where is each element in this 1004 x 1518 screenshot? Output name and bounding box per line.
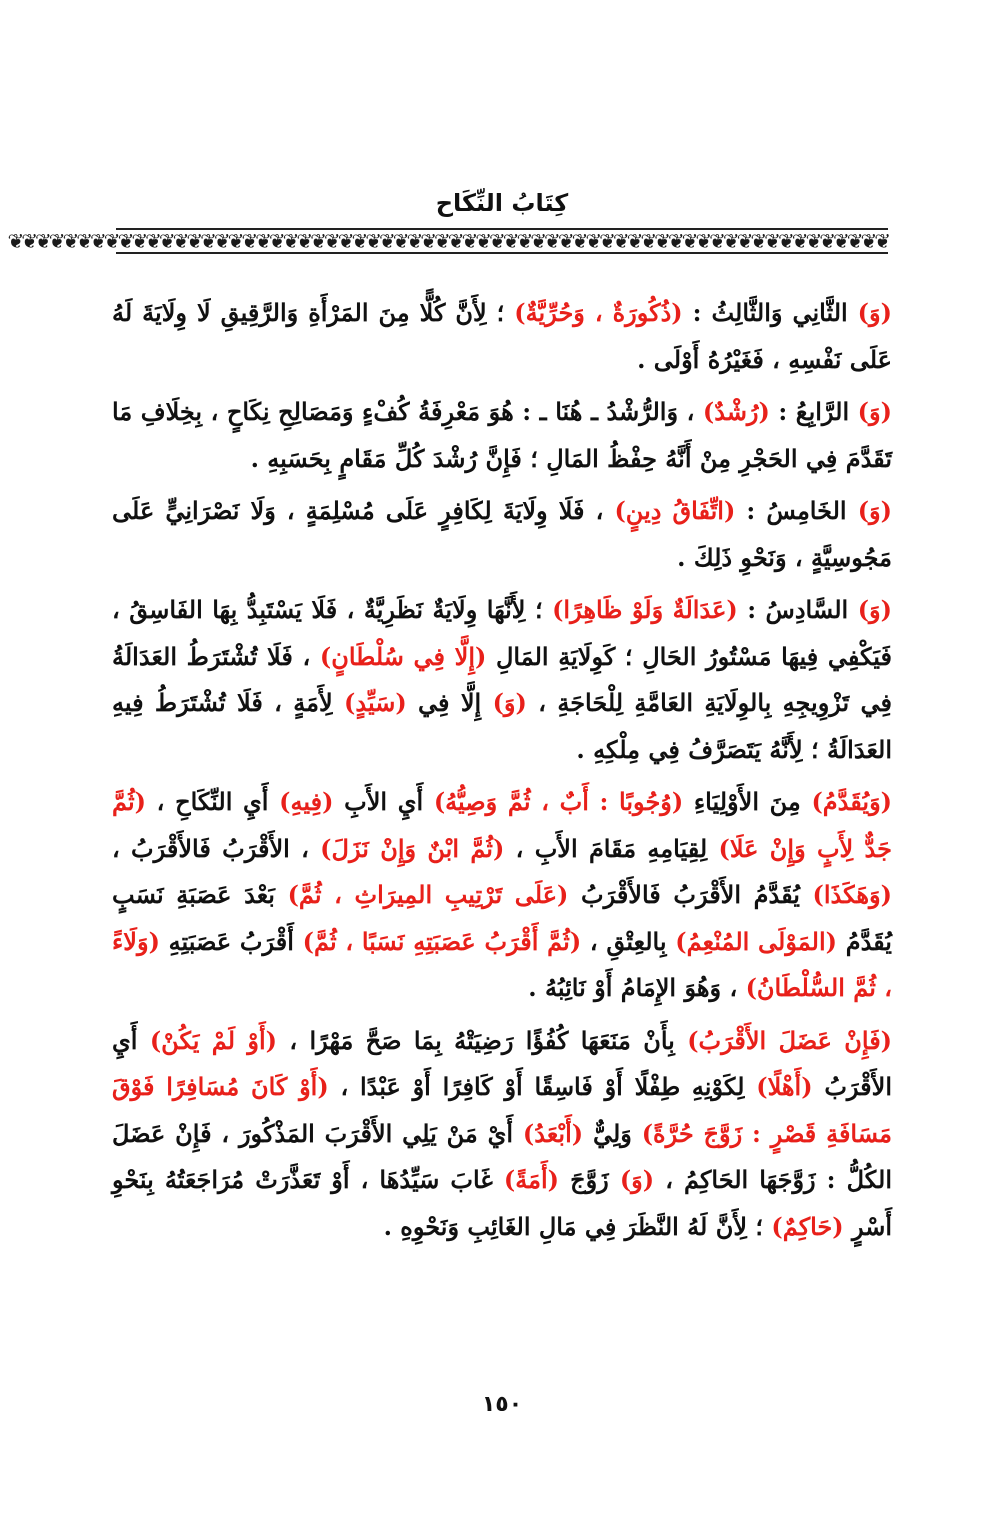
commentary-text: ، الأَقْرَبُ فَالأَقْرَبُ ، <box>112 833 321 863</box>
matn-text: (أَوْ لَمْ يَكُنْ) <box>149 1025 278 1055</box>
paragraph <box>112 488 892 581</box>
commentary-text: ؛ لِأَنَّ لَهُ النَّظَرَ فِي مَالِ الغَائِبِ وَنَحْوِهِ . <box>383 1211 772 1241</box>
commentary-text: الرَّابِعُ : <box>769 397 858 426</box>
commentary-text: ، فَلَا وِلَايَةَ لِكَافِرٍ عَلَى مُسْلِمَةٍ ، وَلَا نَصْرَانِيٍّ عَلَى مَجُوسِيَّةٍ ، وَنَحْوِ ذَلِكَ . <box>112 496 892 572</box>
paragraph <box>112 779 892 1012</box>
commentary-text: بِأَنْ مَنَعَهَا كُفُؤًا رَضِيَتْهُ بِمَا صَحَّ مَهْرًا ، <box>277 1025 688 1055</box>
commentary-text: ، وَالرُّشْدُ ـ هُنَا ـ : هُوَ مَعْرِفَةُ كُفْءٍ وَمَصَالِحِ نِكَاحٍ ، بِخِلَافِ مَا تَقَدَّمَ فِي الحَجْرِ مِنْ أَنَّهُ حِفْظُ المَالِ ؛ فَإِنَّ رُشْدَ كُلِّ مَقَامٍ بِحَسَبِهِ . <box>112 397 892 473</box>
matn-text: (فِيهِ) <box>279 787 334 816</box>
paragraph <box>112 290 892 383</box>
matn-text: (وَ) <box>857 397 892 426</box>
matn-text: (وَ) <box>492 688 527 717</box>
commentary-text: إِلَّا فِي <box>406 688 493 717</box>
matn-text: (وَ) <box>857 496 892 525</box>
matn-text: (رُشْدٌ) <box>702 397 770 426</box>
commentary-text: أَيِ الأَقْرَبُ <box>112 1025 893 1101</box>
commentary-text: أَقْرَبُ عَصَبَتِهِ <box>159 926 303 956</box>
matn-text: (أَوْ كَانَ مُسَافِرًا فَوْقَ مَسَافَةِ قَصْرٍ : زَوَّجَ حُرَّةً) <box>112 1072 893 1148</box>
commentary-text: لِكَوْنِهِ طِفْلًا أَوْ فَاسِقًا أَوْ كَافِرًا أَوْ عَبْدًا ، <box>328 1072 757 1101</box>
matn-text: (وَهَكَذَا) <box>812 880 892 909</box>
commentary-text: لِأَمَةٍ ، فَلَا تُشْتَرَطُ فِيهِ العَدَالَةُ ؛ لِأَنَّهُ يَتَصَرَّفُ فِي مِلْكِهِ . <box>112 688 892 764</box>
matn-text: (وَ) <box>857 298 892 327</box>
matn-text: (أَبْعَدُ) <box>522 1118 584 1148</box>
matn-text: (عَلَى تَرْتِيبِ المِيرَاثِ ، ثُمَّ) <box>287 880 569 909</box>
matn-text: (وَ) <box>857 595 892 624</box>
matn-text: (عَدَالَةٌ وَلَوْ ظَاهِرًا) <box>552 595 738 624</box>
page-number: ١٥٠ <box>481 1392 523 1417</box>
matn-text: (وَ) <box>619 1165 655 1194</box>
matn-text: (ثُمَّ جَدٌّ لِأَبٍ وَإِنْ عَلَا) <box>112 787 892 863</box>
matn-text: (ثُمَّ أَقْرَبُ عَصَبَتِهِ نَسَبًا ، ثُمَّ) <box>302 926 582 956</box>
commentary-text: ، فَلَا تُشْتَرَطُ العَدَالَةُ فِي تَزْوِيجِهِ بِالوِلَايَةِ العَامَّةِ لِلْحَاجَةِ ، <box>112 641 893 717</box>
matn-text: (وَيُقَدَّمُ) <box>811 787 893 816</box>
matn-text: (حَاكِمٌ) <box>771 1211 844 1241</box>
commentary-text: ؛ لِأَنَّ كُلًّا مِنَ المَرْأَةِ وَالرَّقِيقِ لَا وِلَايَةَ لَهُ عَلَى نَفْسِهِ ، فَغَيْرُهُ أَوْلَى . <box>112 298 892 374</box>
commentary-text: بَعْدَ عَصَبَةِ نَسَبٍ يُقَدَّمُ <box>112 880 892 956</box>
commentary-text: أَيِ النِّكَاحِ ، <box>146 787 280 816</box>
commentary-text: ؛ لِأَنَّهَا وِلَايَةٌ نَظَرِيَّةٌ ، فَلَا يَسْتَبِدُّ بِهَا الفَاسِقُ ، فَيَكْفِي فِيهَا مَسْتُورُ الحَالِ ؛ كَوِلَايَةِ المَالِ <box>112 595 893 671</box>
commentary-text: مِنَ الأَوْلِيَاءِ <box>683 787 812 816</box>
matn-text: (إِلَّا فِي سُلْطَانٍ) <box>319 641 487 671</box>
matn-text: (أَهْلًا) <box>756 1072 813 1101</box>
matn-text: (أَمَةً) <box>503 1165 560 1194</box>
commentary-text: زَوَّجَ <box>559 1165 620 1194</box>
commentary-text: الخَامِسُ : <box>735 496 858 525</box>
page-body <box>112 290 892 1256</box>
commentary-text: لِقِيَامِهِ مَقَامَ الأَبِ ، <box>504 833 719 863</box>
commentary-text: ، وَهُوَ الإِمَامُ أَوْ نَائِبُهُ . <box>528 973 746 1002</box>
commentary-text: يُقَدَّمُ الأَقْرَبُ فَالأَقْرَبُ <box>568 880 813 909</box>
matn-text: (وُجُوبًا : أَبٌ ، ثُمَّ وَصِيُّهُ) <box>433 787 684 816</box>
commentary-text: بِالعِتْقِ ، <box>581 926 676 956</box>
paragraph <box>112 587 892 773</box>
ornamental-border: ❦❦❦❦❦❦❦❦❦❦❦❦❦❦❦❦❦❦❦❦❦❦❦❦❦❦❦❦❦❦❦❦❦❦❦❦❦❦❦❦❦❦❦❦❦❦❦❦❦❦❦❦❦❦❦❦❦❦❦❦❦❦❦❦ <box>7 229 888 253</box>
commentary-text: الثَّانِي وَالثَّالِثُ : <box>682 298 858 327</box>
matn-text: (وَلَاءً ، ثُمَّ السُّلْطَانُ) <box>112 926 892 1002</box>
commentary-text: السَّادِسُ : <box>737 595 858 624</box>
matn-text: (ثُمَّ ابْنٌ وَإِنْ نَزَلَ) <box>320 833 505 863</box>
commentary-text: غَابَ سَيِّدُهَا ، أَوْ تَعَذَّرَتْ مُرَاجَعَتُهُ بِنَحْوِ أَسْرٍ <box>112 1165 892 1241</box>
page-header <box>7 186 888 254</box>
paragraph <box>112 389 892 482</box>
matn-text: (اتِّفَاقُ دِينٍ) <box>614 496 736 525</box>
matn-text: (سَيِّدٍ) <box>344 688 407 717</box>
matn-text: (ذُكُورَةٌ ، وَحُرِّيَّةٌ) <box>514 298 683 327</box>
paragraph <box>112 1018 892 1251</box>
commentary-text: أَيِ الأَبِ <box>333 787 434 816</box>
matn-text: (فَإِنْ عَضَلَ الأَقْرَبُ) <box>687 1025 893 1055</box>
matn-text: (المَوْلَى المُنْعِمُ) <box>675 926 837 956</box>
commentary-text: وَلِيٌّ <box>583 1118 642 1148</box>
commentary-text: أَيْ مَنْ يَلِي الأَقْرَبَ المَذْكُورَ ، فَإِنْ عَضَلَ الكُلُّ : زَوَّجَهَا الحَاكِمُ ، <box>112 1118 893 1194</box>
page-title: كِتَابُ النِّكَاح <box>435 189 569 217</box>
